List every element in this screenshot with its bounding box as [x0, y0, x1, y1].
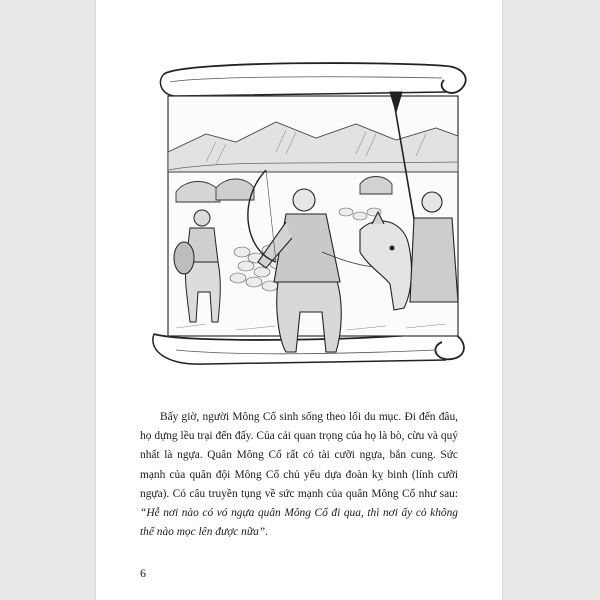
- paragraph-quote: “Hễ nơi nào có vó ngựa quân Mông Cổ đi qua, thì nơi ấy cỏ không thể nào mọc lên được nữa”: [140, 507, 458, 539]
- story-paragraph: [140, 408, 458, 542]
- scroll-illustration: [146, 52, 476, 382]
- paragraph-text: [140, 408, 458, 542]
- book-page: [96, 0, 502, 600]
- paragraph-tail: .: [265, 526, 268, 539]
- illustration-mongol-horsemen: [146, 52, 476, 382]
- paragraph-lead: Bấy giờ, người Mông Cổ sinh sống theo lối du mục. Đi đến đâu, họ dựng lều trại đến đấy. Của cải quan trọng của họ là bò, cừu và quý nhất là ngựa. Quân Mông Cổ rất có tài cưỡi ngựa, bắn cung. Sức mạnh của quân đội Mông Cổ chủ yếu dựa đoàn kỵ binh (lính cưỡi ngựa). Có câu truyền tụng về sức mạnh của quân Mông Cổ như sau:: [140, 411, 458, 500]
- page-number: 6: [140, 566, 146, 580]
